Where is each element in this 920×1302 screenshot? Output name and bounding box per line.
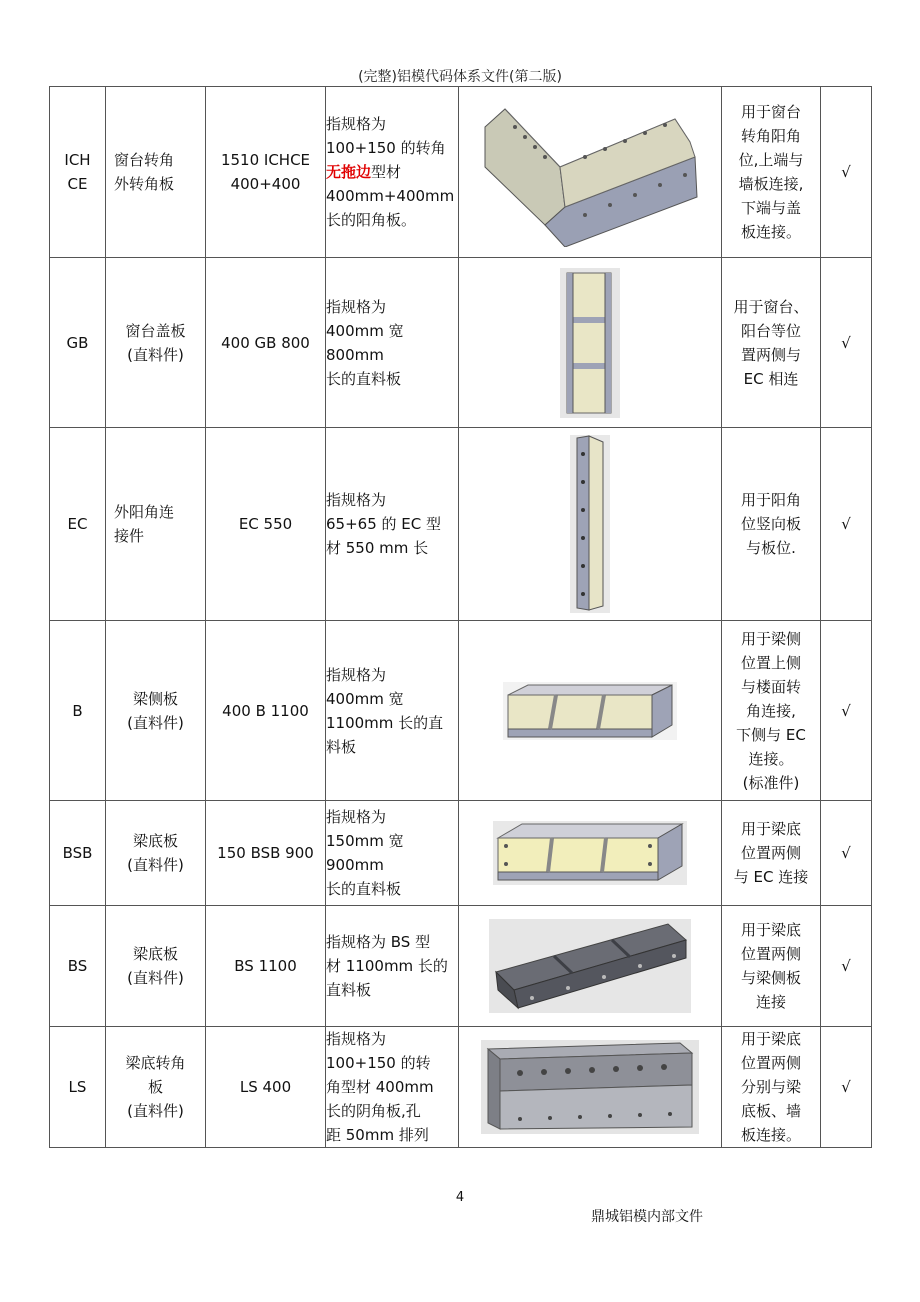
model-cell: 150 BSB 900 xyxy=(206,801,326,906)
model-cell: 400 B 1100 xyxy=(206,621,326,801)
code-cell: BS xyxy=(50,906,106,1027)
image-cell xyxy=(459,87,722,258)
inside-corner-panel-icon xyxy=(480,1039,700,1135)
name-cell: 梁底板 (直料件) xyxy=(106,906,206,1027)
check-mark: √ xyxy=(821,87,872,258)
desc-cell: 指规格为 400mm 宽 1100mm 长的直 料板 xyxy=(326,621,459,801)
check-mark: √ xyxy=(821,428,872,621)
code-cell: EC xyxy=(50,428,106,621)
model-cell: EC 550 xyxy=(206,428,326,621)
name-cell: 窗台转角 外转角板 xyxy=(106,87,206,258)
usage-cell: 用于窗台 转角阳角 位,上端与 墙板连接, 下端与盖 板连接。 xyxy=(722,87,821,258)
desc-cell: 指规格为 65+65 的 EC 型 材 550 mm 长 xyxy=(326,428,459,621)
model-cell: LS 400 xyxy=(206,1027,326,1148)
model-cell: 1510 ICHCE 400+400 xyxy=(206,87,326,258)
usage-cell: 用于梁底 位置两侧 与 EC 连接 xyxy=(722,801,821,906)
check-mark: √ xyxy=(821,906,872,1027)
footer-text: 鼎城铝模内部文件 xyxy=(591,1209,703,1225)
check-mark: √ xyxy=(821,801,872,906)
beam-support-panel-icon xyxy=(488,918,692,1014)
check-mark: √ xyxy=(821,621,872,801)
name-cell: 外阳角连 接件 xyxy=(106,428,206,621)
check-mark: √ xyxy=(821,258,872,428)
corner-panel-icon xyxy=(475,97,705,247)
name-cell: 梁侧板 (直料件) xyxy=(106,621,206,801)
angle-connector-icon xyxy=(569,434,611,614)
name-cell: 梁底转角 板 (直料件) xyxy=(106,1027,206,1148)
code-cell: LS xyxy=(50,1027,106,1148)
table-row xyxy=(50,621,872,801)
desc-cell: 指规格为 100+150 的转角无拖边型材 400mm+400mm 长的阳角板。 xyxy=(326,87,459,258)
usage-cell: 用于阳角 位竖向板 与板位. xyxy=(722,428,821,621)
highlight-text: 无拖边 xyxy=(326,163,372,181)
name-cell: 梁底板 (直料件) xyxy=(106,801,206,906)
table-row xyxy=(50,428,872,621)
usage-cell: 用于窗台、 阳台等位 置两侧与 EC 相连 xyxy=(722,258,821,428)
image-cell xyxy=(459,906,722,1027)
beam-bottom-panel-icon xyxy=(492,820,688,886)
table-row xyxy=(50,801,872,906)
usage-cell: 用于梁侧 位置上侧 与楼面转 角连接, 下侧与 EC 连接。 (标准件) xyxy=(722,621,821,801)
name-cell: 窗台盖板 (直料件) xyxy=(106,258,206,428)
image-cell xyxy=(459,258,722,428)
image-cell xyxy=(459,621,722,801)
usage-cell: 用于梁底 位置两侧 与梁侧板 连接 xyxy=(722,906,821,1027)
table-row xyxy=(50,87,872,258)
model-cell: BS 1100 xyxy=(206,906,326,1027)
spec-table xyxy=(49,86,872,1148)
page-number: 4 xyxy=(455,1190,465,1205)
document-header: (完整)铝模代码体系文件(第二版) xyxy=(358,69,562,85)
usage-cell: 用于梁底 位置两侧 分别与梁 底板、墙 板连接。 xyxy=(722,1027,821,1148)
desc-cell: 指规格为 BS 型 材 1100mm 长的 直料板 xyxy=(326,906,459,1027)
image-cell xyxy=(459,428,722,621)
code-cell: GB xyxy=(50,258,106,428)
code-cell: BSB xyxy=(50,801,106,906)
image-cell xyxy=(459,1027,722,1148)
code-cell: B xyxy=(50,621,106,801)
desc-cell: 指规格为 400mm 宽 800mm 长的直料板 xyxy=(326,258,459,428)
check-mark: √ xyxy=(821,1027,872,1148)
table-row xyxy=(50,1027,872,1148)
desc-cell: 指规格为 100+150 的转 角型材 400mm 长的阴角板,孔 距 50mm 排列 xyxy=(326,1027,459,1148)
beam-side-panel-icon xyxy=(502,681,678,741)
image-cell xyxy=(459,801,722,906)
table-row xyxy=(50,906,872,1027)
cover-panel-icon xyxy=(559,267,621,419)
table-row xyxy=(50,258,872,428)
code-cell: ICHCE xyxy=(50,87,106,258)
model-cell: 400 GB 800 xyxy=(206,258,326,428)
desc-cell: 指规格为 150mm 宽 900mm 长的直料板 xyxy=(326,801,459,906)
